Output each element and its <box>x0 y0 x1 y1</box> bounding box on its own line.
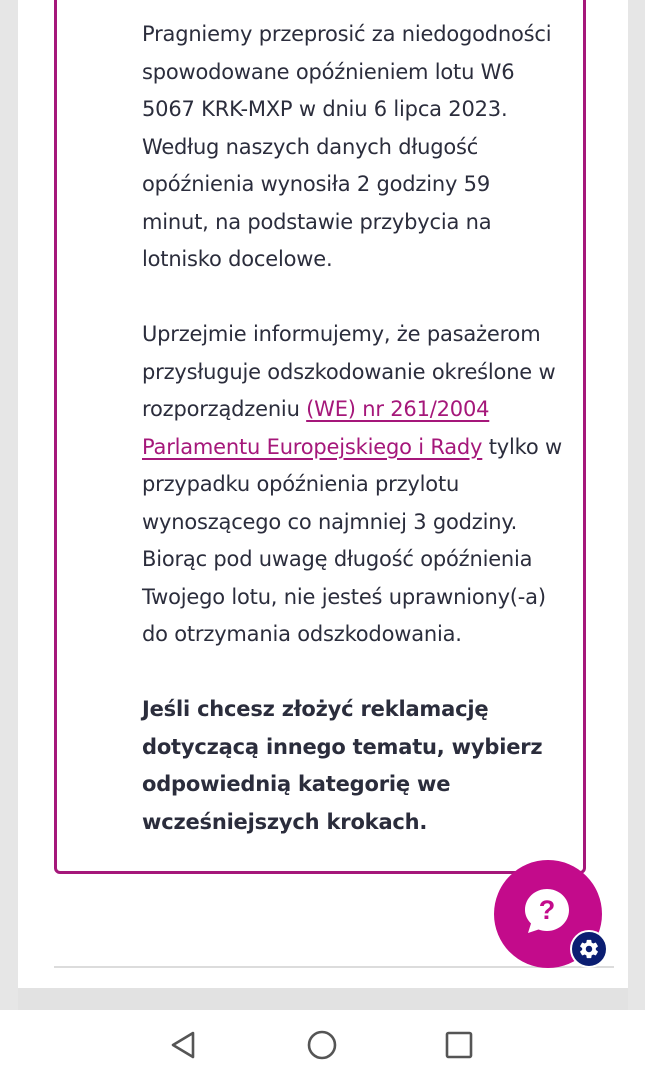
recents-square-icon[interactable] <box>442 1028 476 1062</box>
page-footer-strip <box>18 988 628 1010</box>
home-circle-icon[interactable] <box>305 1028 339 1062</box>
notice-paragraph-apology: Pragniemy przeprosić za niedogodności spowodowane opóźnieniem lotu W6 5067 KRK-MXP w dniu 6 lipca 2023. Według naszych danych długość opóźnienia wynosiła 2 godziny 59 minut, na podstawie przybycia na lotnisko docelowe. <box>142 22 552 271</box>
help-chat-bubble-icon <box>522 886 572 936</box>
notice-paragraph-compensation <box>142 316 562 654</box>
gear-icon <box>578 938 600 960</box>
compensation-text-start: Uprzejmie informujemy, że pasażerom przysługuje odszkodowanie określone w rozporządzeniu <box>142 322 556 421</box>
regulation-link[interactable]: (WE) nr 261/2004 Parlamentu Europejskiego i Rady <box>142 397 490 459</box>
delay-notice-text <box>142 16 562 841</box>
section-divider <box>54 966 614 968</box>
notice-paragraph-other-topic: Jeśli chcesz złożyć reklamację dotyczącą innego tematu, wybierz odpowiednią kategorię we wcześniejszych krokach. <box>142 697 543 834</box>
back-triangle-icon[interactable] <box>166 1028 200 1062</box>
cookie-settings-button[interactable] <box>570 930 608 968</box>
help-question-mark: ? <box>538 895 556 925</box>
compensation-text-end: tylko w przypadku opóźnienia przylotu wynoszącego co najmniej 3 godziny. Biorąc pod uwagę długość opóźnienia Twojego lotu, nie jesteś uprawniony(-a) do otrzymania odszkodowania. <box>142 434 562 646</box>
system-navigation-bar <box>0 1010 645 1080</box>
